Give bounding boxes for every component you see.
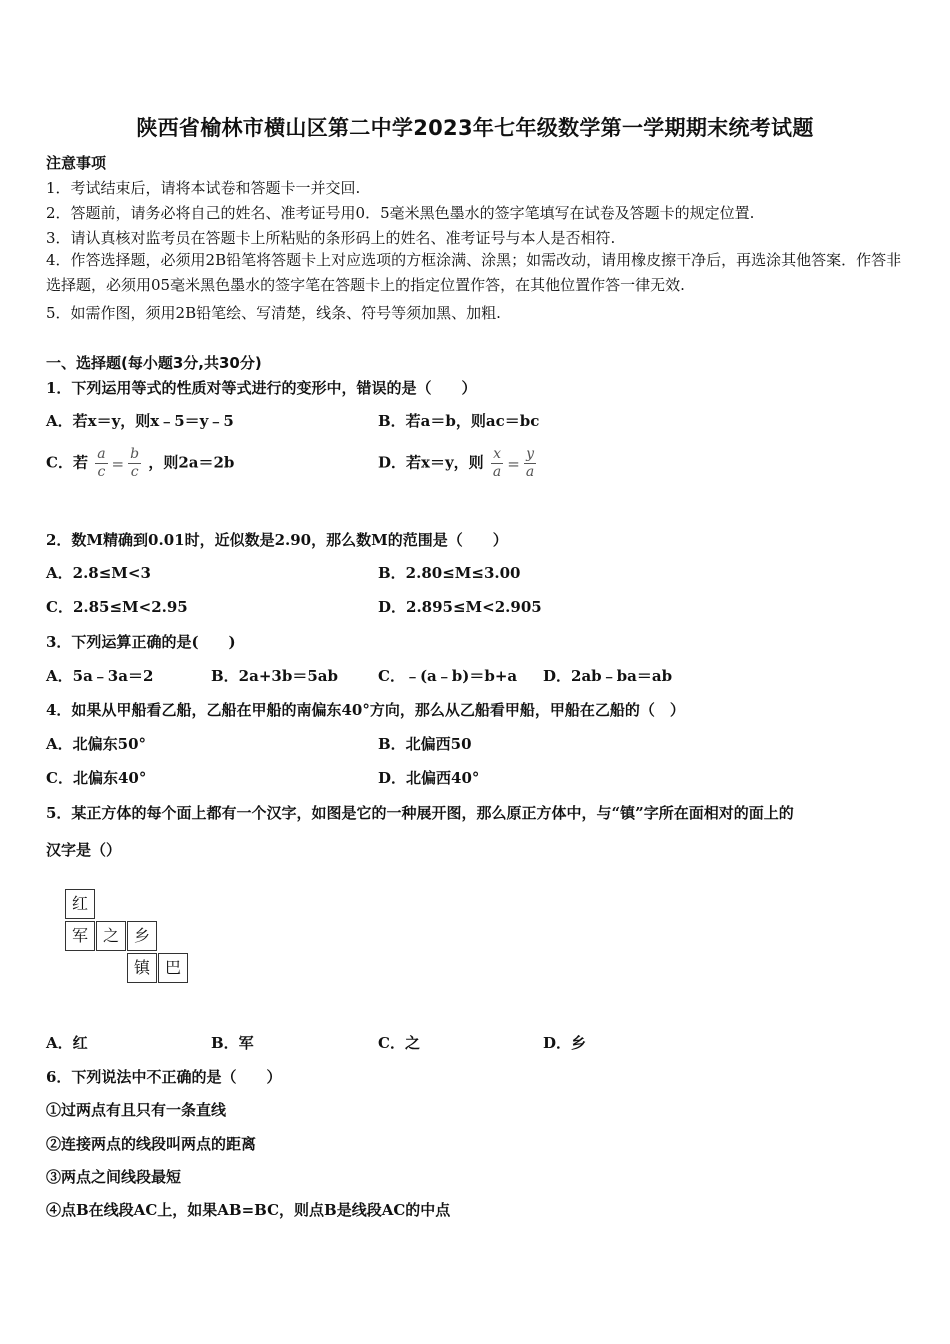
q1-c-fraction-2: $\frac{b}{c}$ [130,446,140,480]
q1-d-fraction-1: $\frac{x}{a}$ [492,446,502,480]
q3-stem: 3．下列运算正确的是( ) [46,633,236,651]
q1-c-fraction-1: $\frac{a}{c}$ [97,446,106,480]
q2-option-a: A．2.8≤M<3 [46,564,151,582]
q3-option-c: C．﹣(a﹣b)＝b+a [378,667,518,685]
q1-c-suffix: ，则2a＝2b [148,453,235,472]
q5-option-d: D．乡 [543,1034,587,1052]
notice-item-4: 4．作答选择题，必须用2B铅笔将答题卡上对应选项的方框涂满、涂黑；如需改动，请用橡皮擦干净后，再选涂其他答案．作答非选择题，必须用05毫米黑色墨水的签字笔在答题卡上的指定位置作答，在其他位置作答一律无效. [46,251,902,294]
q5-option-b: B．军 [211,1034,254,1052]
q1-option-d: D．若x＝y，则 $\frac{x}{a}$ = $\frac{y}{a}$ [378,446,535,480]
q4-option-b: B．北偏西50 [378,735,472,753]
q4-option-d: D．北偏西40° [378,769,480,787]
q2-option-b: B．2.80≤M≤3.00 [378,564,521,582]
q1-c-prefix: C．若 [46,453,88,472]
notice-heading: 注意事项 [46,154,107,172]
notice-item-1: 1．考试结束后，请将本试卷和答题卡一并交回. [46,179,361,197]
notice-item-2: 2．答题前，请务必将自己的姓名、准考证号用0．5毫米黑色墨水的签字笔填写在试卷及答题卡的规定位置. [46,204,755,222]
notice-item-5: 5．如需作图，须用2B铅笔绘、写清楚，线条、符号等须加黑、加粗. [46,304,501,322]
q5-option-a: A．红 [46,1034,88,1052]
q1-d-prefix: D．若x＝y，则 [378,453,484,472]
q4-option-c: C．北偏东40° [46,769,147,787]
cube-face-xiang: 乡 [127,921,157,951]
q1-option-c: C．若 $\frac{a}{c}$ = $\frac{b}{c}$ ，则2a＝2b [46,446,235,480]
q4-option-a: A．北偏东50° [46,735,147,753]
cube-face-zhen: 镇 [127,953,157,983]
q6-stem: 6．下列说法中不正确的是（ ） [46,1068,282,1086]
cube-face-hong: 红 [65,889,95,919]
q2-stem: 2．数M精确到0.01时，近似数是2.90，那么数M的范围是（ ） [46,531,508,549]
q6-statement-4: ④点B在线段AC上，如果AB=BC，则点B是线段AC的中点 [46,1201,451,1219]
cube-face-jun: 军 [65,921,95,951]
q1-option-b: B．若a＝b，则ac＝bc [378,412,540,430]
q6-statement-2: ②连接两点的线段叫两点的距离 [46,1135,257,1153]
q2-option-c: C．2.85≤M<2.95 [46,598,188,616]
page-title: 陕西省榆林市横山区第二中学2023年七年级数学第一学期期末统考试题 [136,116,814,140]
q1-d-fraction-2: $\frac{y}{a}$ [525,446,535,480]
q3-option-a: A．5a﹣3a＝2 [46,667,154,685]
q6-statement-3: ③两点之间线段最短 [46,1168,182,1186]
cube-face-ba: 巴 [158,953,188,983]
notice-item-3: 3．请认真核对监考员在答题卡上所粘贴的条形码上的姓名、准考证号与本人是否相符. [46,229,616,247]
q3-option-d: D．2ab﹣ba＝ab [543,667,673,685]
q6-statement-1: ①过两点有且只有一条直线 [46,1101,227,1119]
q5-stem-line-2: 汉字是（） [46,841,122,859]
q5-option-c: C．之 [378,1034,420,1052]
section-heading: 一、选择题(每小题3分,共30分) [46,354,262,372]
q5-stem-line-1: 5．某正方体的每个面上都有一个汉字，如图是它的一种展开图，那么原正方体中，与“镇”字所在面相对的面上的 [46,804,794,822]
cube-net-figure [64,889,188,985]
q1-stem: 1．下列运用等式的性质对等式进行的变形中，错误的是（ ） [46,379,477,397]
q2-option-d: D．2.895≤M<2.905 [378,598,542,616]
cube-face-zhi: 之 [96,921,126,951]
q1-option-a: A．若x＝y，则x﹣5＝y﹣5 [46,412,234,430]
q3-option-b: B．2a+3b＝5ab [211,667,338,685]
q4-stem: 4．如果从甲船看乙船，乙船在甲船的南偏东40°方向，那么从乙船看甲船，甲船在乙船的（ ） [46,701,685,719]
